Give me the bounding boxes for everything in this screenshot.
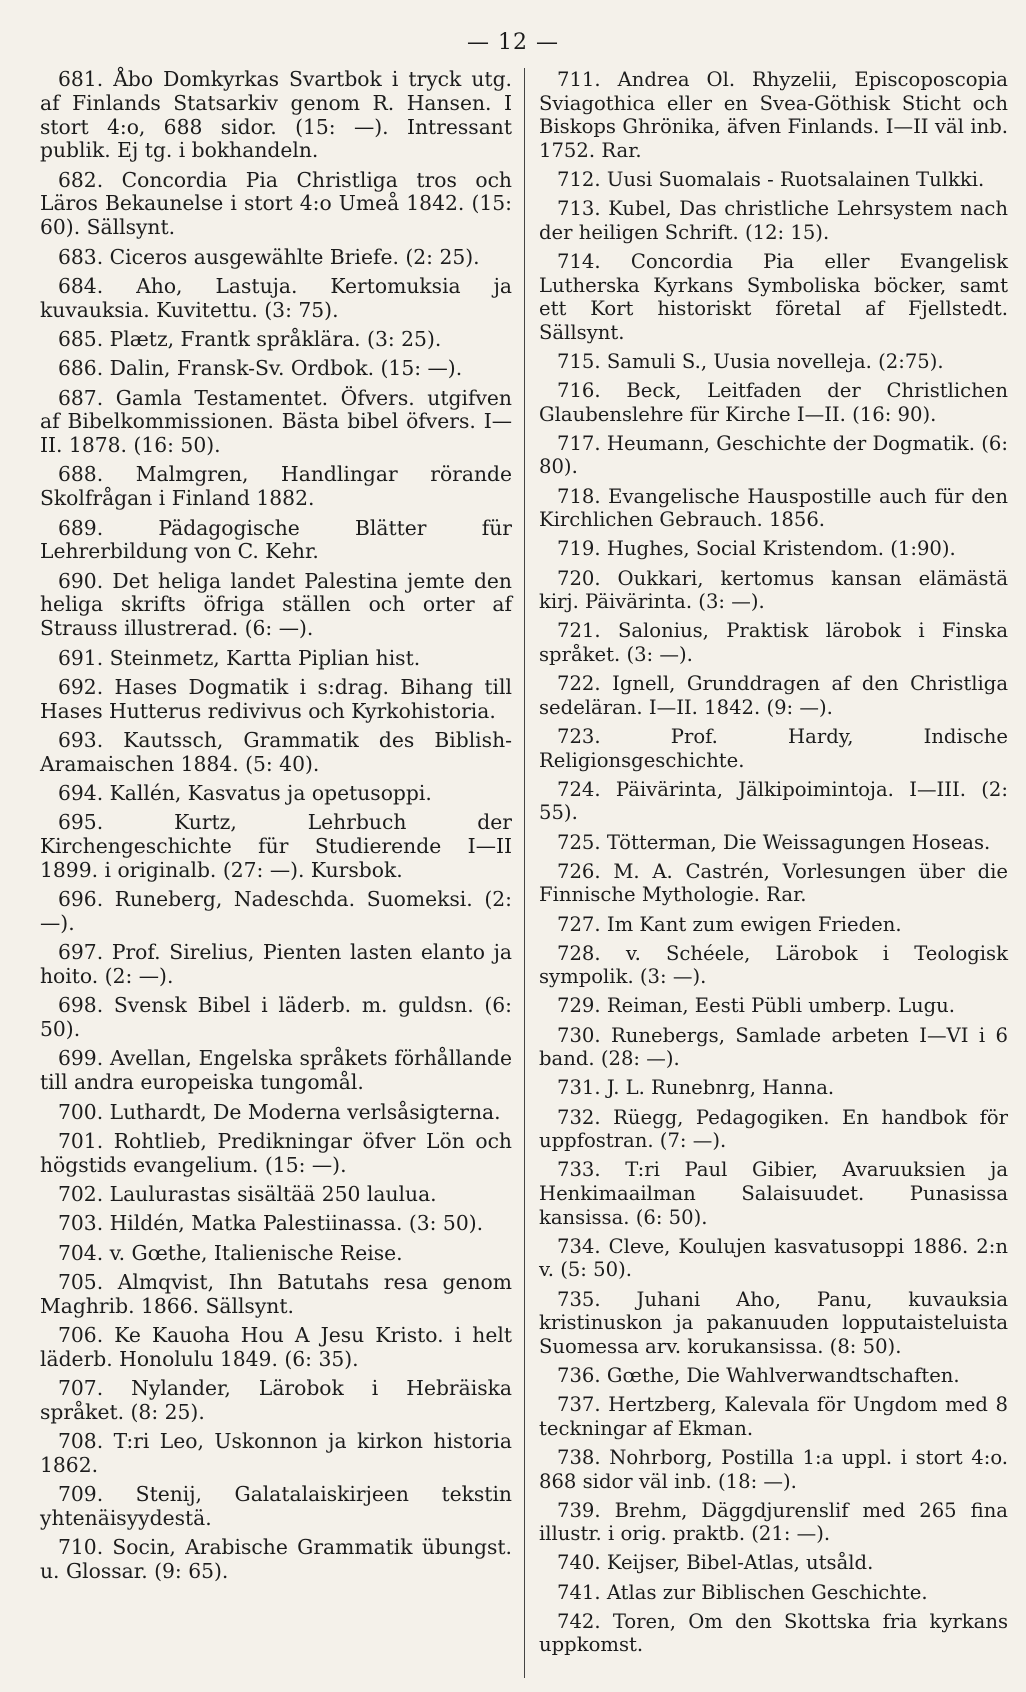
catalog-entry: 706. Ke Kauoha Hou A Jesu Kristo. i helt läderb. Honolulu 1849. (6: 35). [40, 1322, 512, 1371]
left-column [40, 68, 524, 1678]
catalog-entry: 719. Hughes, Social Kristendom. (1:90). [557, 537, 956, 561]
catalog-entry: 702. Laulurastas sisältää 250 laulua. [58, 1181, 437, 1206]
catalog-entry: 736. Gœthe, Die Wahlverwandtschaften. [557, 1363, 960, 1387]
catalog-entry: 742. Toren, Om den Skottska fria kyrkans uppkomst. [539, 1609, 1008, 1657]
catalog-entry: 690. Det heliga landet Palestina jemte den heliga skrifts öfriga ställen och orter af Strauss illustrerad. (6: —). [40, 568, 512, 641]
catalog-entry: 687. Gamla Testamentet. Öfvers. utgifven af Bibelkommissionen. Bästa bibel öfvers. I—II. 1878. (16: 50). [40, 385, 512, 458]
catalog-entry: 720. Oukkari, kertomus kansan elämästä kirj. Päivärinta. (3: —). [539, 566, 1008, 614]
catalog-entry: 731. J. L. Runebnrg, Hanna. [557, 1076, 835, 1100]
catalog-entry: 705. Almqvist, Ihn Batutahs resa genom Maghrib. 1866. Sällsynt. [40, 1269, 512, 1318]
catalog-entry: 707. Nylander, Lärobok i Hebräiska språket. (8: 25). [40, 1376, 512, 1424]
catalog-entry: 710. Socin, Arabische Grammatik übungst. u. Glossar. (9: 65). [40, 1535, 512, 1584]
catalog-entry: 724. Päivärinta, Jälkipoimintoja. I—III. (2: 55). [539, 777, 1008, 825]
page-number: — 12 — [467, 30, 559, 55]
catalog-entry: 733. T:ri Paul Gibier, Avaruuksien ja Henkimaailman Salaisuudet. Punasissa kansissa. (6: 50). [539, 1158, 1008, 1229]
catalog-entry: 689. Pädagogische Blätter für Lehrerbildung von C. Kehr. [40, 515, 512, 564]
catalog-entry: 700. Luthardt, De Moderna verlsåsigterna. [58, 1099, 501, 1124]
catalog-columns [40, 68, 1016, 1678]
catalog-entry: 725. Tötterman, Die Weissagungen Hoseas. [557, 830, 991, 854]
catalog-entry: 703. Hildén, Matka Palestiinassa. (3: 50). [58, 1211, 484, 1236]
catalog-entry: 723. Prof. Hardy, Indische Religionsgeschichte. [539, 724, 1008, 772]
catalog-entry: 697. Prof. Sirelius, Pienten lasten elanto ja hoito. (2: —). [40, 940, 512, 989]
catalog-entry: 722. Ignell, Grunddragen af den Christliga sedeläran. I—II. 1842. (9: —). [539, 672, 1008, 719]
catalog-entry: 683. Ciceros ausgewählte Briefe. (2: 25). [58, 244, 480, 269]
catalog-entry: 732. Rüegg, Pedagogiken. En handbok för uppfostran. (7: —). [539, 1105, 1008, 1153]
catalog-entry: 694. Kallén, Kasvatus ja opetusoppi. [58, 781, 432, 806]
catalog-entry: 686. Dalin, Fransk-Sv. Ordbok. (15: —). [58, 356, 463, 381]
catalog-entry: 721. Salonius, Praktisk lärobok i Finska språket. (3: —). [539, 619, 1008, 666]
catalog-entry: 688. Malmgren, Handlingar rörande Skolfrågan i Finland 1882. [40, 462, 512, 511]
catalog-entry: 735. Juhani Aho, Panu, kuvauksia kristinuskon ja pakanuuden lopputaisteluista Suomessa arv. korukansissa. (8: 50). [539, 1287, 1008, 1358]
catalog-entry: 717. Heumann, Geschichte der Dogmatik. (6: 80). [539, 431, 1008, 479]
catalog-entry: 691. Steinmetz, Kartta Piplian hist. [58, 645, 421, 670]
catalog-entry: 693. Kautssch, Grammatik des Biblish-Aramaischen 1884. (5: 40). [40, 727, 512, 776]
catalog-entry: 708. T:ri Leo, Uskonnon ja kirkon historia 1862. [40, 1429, 512, 1477]
catalog-entry: 711. Andrea Ol. Rhyzelii, Episcoposcopia Sviagothica eller en Svea-Göthisk Sticht och Biskops Ghrönika, äfven Finlands. I—II väl inb. 1752. Rar. [539, 68, 1008, 162]
catalog-entry: 728. v. Schéele, Lärobok i Teologisk sympolik. (3: —). [539, 941, 1008, 989]
catalog-entry: 727. Im Kant zum ewigen Frieden. [557, 912, 902, 936]
catalog-entry: 685. Plætz, Frantk språklära. (3: 25). [58, 326, 442, 351]
catalog-entry: 734. Cleve, Koulujen kasvatusoppi 1886. 2:n v. (5: 50). [539, 1234, 1008, 1282]
catalog-entry: 704. v. Gœthe, Italienische Reise. [58, 1240, 403, 1265]
catalog-entry: 740. Keijser, Bibel-Atlas, utsåld. [557, 1551, 874, 1575]
catalog-entry: 726. M. A. Castrén, Vorlesungen über die Finnische Mythologie. Rar. [539, 859, 1008, 907]
catalog-entry: 730. Runebergs, Samlade arbeten I—VI i 6 band. (28: —). [539, 1023, 1008, 1071]
catalog-entry: 729. Reiman, Eesti Pübli umberp. Lugu. [557, 994, 955, 1018]
catalog-entry: 718. Evangelische Hauspostille auch für den Kirchlichen Gebrauch. 1856. [539, 484, 1008, 532]
catalog-entry: 737. Hertzberg, Kalevala för Ungdom med 8 teckningar af Ekman. [539, 1393, 1008, 1440]
catalog-entry: 698. Svensk Bibel i läderb. m. guldsn. (6: 50). [40, 993, 512, 1042]
catalog-entry: 712. Uusi Suomalais - Ruotsalainen Tulkki. [557, 167, 985, 191]
catalog-entry: 709. Stenij, Galatalaiskirjeen tekstin yhtenäisyydestä. [40, 1482, 512, 1531]
catalog-entry: 741. Atlas zur Biblischen Geschichte. [557, 1580, 928, 1604]
catalog-entry: 692. Hases Dogmatik i s:drag. Bihang till Hases Hutterus redivivus och Kyrkohistoria. [40, 674, 512, 723]
right-column [524, 68, 1008, 1678]
catalog-entry: 699. Avellan, Engelska språkets förhållande till andra europeiska tungomål. [40, 1046, 512, 1095]
catalog-entry: 716. Beck, Leitfaden der Christlichen Glaubenslehre für Kirche I—II. (16: 90). [539, 379, 1008, 426]
catalog-entry: 714. Concordia Pia eller Evangelisk Lutherska Kyrkans Symboliska böcker, samt ett Kort historiskt företal af Fjellstedt. Sällsynt. [539, 249, 1008, 344]
catalog-entry: 738. Nohrborg, Postilla 1:a uppl. i stort 4:o. 868 sidor väl inb. (18: —). [539, 1445, 1008, 1493]
catalog-entry: 695. Kurtz, Lehrbuch der Kirchengeschichte für Studierende I—II 1899. i originalb. (27: —). Kursbok. [40, 810, 512, 882]
catalog-entry: 715. Samuli S., Uusia novelleja. (2:75). [557, 349, 944, 373]
catalog-entry: 684. Aho, Lastuja. Kertomuksia ja kuvauksia. Kuvitettu. (3: 75). [40, 273, 512, 322]
catalog-entry: 713. Kubel, Das christliche Lehrsystem nach der heiligen Schrift. (12: 15). [539, 197, 1008, 244]
catalog-entry: 681. Åbo Domkyrkas Svartbok i tryck utg. af Finlands Statsarkiv genom R. Hansen. I stort 4:o, 688 sidor. (15: —). Intressant publik. Ej tg. i bokhandeln. [40, 67, 512, 163]
catalog-entry: 701. Rohtlieb, Predikningar öfver Lön och högstids evangelium. (15: —). [40, 1128, 512, 1177]
catalog-entry: 682. Concordia Pia Christliga tros och Läros Bekaunelse i stort 4:o Umeå 1842. (15: 60). Sällsynt. [40, 167, 512, 240]
catalog-entry: 696. Runeberg, Nadeschda. Suomeksi. (2: —). [40, 887, 512, 935]
catalog-entry: 739. Brehm, Däggdjurenslif med 265 fina illustr. i orig. praktb. (21: —). [539, 1498, 1008, 1546]
